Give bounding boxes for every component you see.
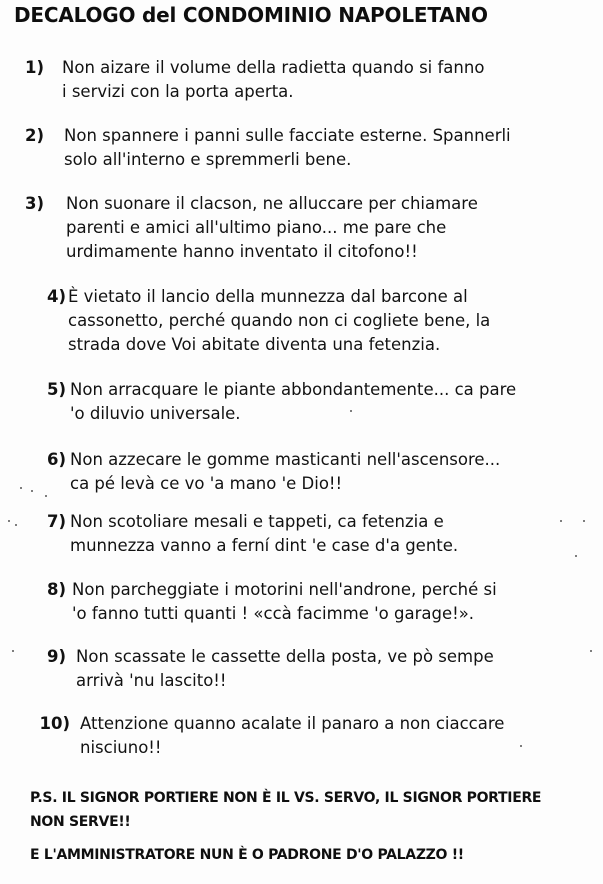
rule-text-line: Non aizare il volume della radietta quando si fanno — [62, 58, 485, 77]
scan-speck — [590, 650, 592, 652]
document-title: DECALOGO del CONDOMINIO NAPOLETANO — [14, 3, 488, 27]
rule-text-line: Non spannere i panni sulle facciate esterne. Spannerli — [64, 126, 511, 145]
scan-speck — [31, 490, 33, 492]
rule-text-line: Non suonare il clacson, ne alluccare per chiamare — [66, 194, 478, 213]
rule-text-line: arrivà 'nu lascito!! — [76, 671, 227, 690]
rule-text-line: Non scotoliare mesali e tappeti, ca fetenzia e — [70, 512, 444, 531]
rule-number: 10) — [39, 714, 70, 733]
rule-text-line: Non parcheggiate i motorini nell'androne, perché si — [72, 580, 497, 599]
ps-note — [30, 786, 541, 834]
rule-text-line: ca pé levà ce vo 'a mano 'e Dio!! — [70, 474, 343, 493]
rule-number: 3) — [24, 194, 44, 213]
scan-speck — [560, 520, 562, 522]
rule-text-line: È vietato il lancio della munnezza dal barcone al — [68, 287, 468, 306]
rule-number: 6) — [46, 450, 66, 469]
scan-speck — [520, 745, 522, 747]
scan-speck — [45, 495, 47, 497]
rule-text-line: 'o diluvio universale. — [70, 404, 241, 423]
scan-speck — [583, 520, 585, 522]
scan-speck — [15, 524, 17, 526]
scan-speck — [575, 555, 577, 557]
scan-speck — [12, 650, 14, 652]
rule-text-line: 'o fanno tutti quanti ! «ccà facimme 'o garage!». — [72, 604, 475, 623]
rule-text-line: Non scassate le cassette della posta, ve pò sempe — [76, 647, 494, 666]
rule-number: 9) — [46, 647, 66, 666]
rule-number: 7) — [46, 512, 66, 531]
ps-line: P.S. IL SIGNOR PORTIERE NON È IL VS. SERVO, IL SIGNOR PORTIERE — [30, 790, 542, 806]
rule-number: 5) — [46, 380, 66, 399]
rule-text-line: parenti e amici all'ultimo piano... me pare che — [66, 218, 447, 237]
rule-number: 2) — [24, 126, 44, 145]
rule-text-line: Attenzione quanno acalate il panaro a non ciaccare — [80, 714, 505, 733]
rule-text-line: urdimamente hanno inventato il citofono!! — [66, 242, 418, 261]
rule-text-line: munnezza vanno a ferní dint 'e case d'a gente. — [70, 536, 459, 555]
scan-speck — [20, 487, 22, 489]
scan-speck — [350, 410, 352, 412]
closing-note: E L'AMMINISTRATORE NUN È O PADRONE D'O PALAZZO !! — [30, 847, 464, 863]
rule-text-line: solo all'interno e spremmerli bene. — [64, 150, 352, 169]
rule-text-line: i servizi con la porta aperta. — [62, 82, 294, 101]
rule-text-line: cassonetto, perché quando non ci cogliete bene, la — [68, 311, 491, 330]
rule-text-line: Non azzecare le gomme masticanti nell'ascensore... — [70, 450, 501, 469]
rule-text-line: nisciuno!! — [80, 738, 162, 757]
rule-text-line: Non arracquare le piante abbondantemente... ca pare — [70, 380, 517, 399]
rule-number: 8) — [46, 580, 66, 599]
ps-line: NON SERVE!! — [30, 814, 131, 830]
rule-number: 4) — [46, 287, 66, 306]
rule-number: 1) — [24, 58, 44, 77]
rule-text-line: strada dove Voi abitate diventa una fetenzia. — [68, 335, 441, 354]
scan-speck — [8, 520, 10, 522]
